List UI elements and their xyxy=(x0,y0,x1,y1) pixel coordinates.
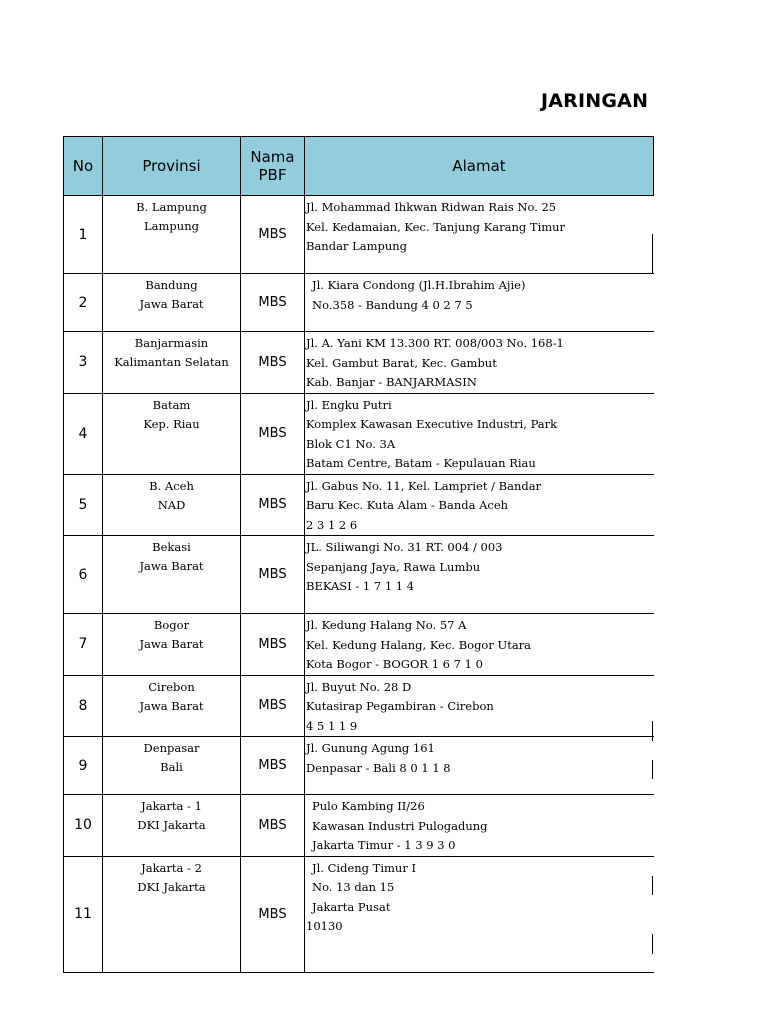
table-row xyxy=(64,274,654,332)
provinsi-cell xyxy=(103,675,241,737)
table-row xyxy=(64,536,654,614)
row-number: 4 xyxy=(64,393,103,474)
city-name: Denpasar xyxy=(143,741,200,755)
page-title: JARINGAN xyxy=(541,90,649,112)
provinsi-cell xyxy=(103,393,241,474)
city-name: Batam xyxy=(152,397,191,412)
nama-pbf-cell: MBS xyxy=(241,393,305,474)
table-row xyxy=(64,795,654,857)
province-name: Lampung xyxy=(144,219,199,233)
alamat-cell xyxy=(305,795,654,857)
province-name: NAD xyxy=(157,497,186,512)
header-alamat: Alamat xyxy=(305,137,654,196)
header-provinsi: Provinsi xyxy=(103,137,241,196)
address-line: Kel. Kedamaian, Kec. Tanjung Karang Timur xyxy=(306,219,566,234)
address-line: Jl. Gunung Agung 161 xyxy=(306,741,435,755)
row-number: 8 xyxy=(64,675,103,737)
province-name: Jawa Barat xyxy=(139,637,204,651)
city-name: B. Lampung xyxy=(136,200,207,214)
address-line: No. 13 dan 15 xyxy=(312,880,395,894)
provinsi-cell xyxy=(103,196,241,274)
table-row xyxy=(64,474,654,536)
address-line: Jl. Gabus No. 11, Kel. Lampriet / Bandar xyxy=(306,478,542,493)
header-nama-pbf-line1: Nama xyxy=(250,148,295,166)
address-line: Komplex Kawasan Executive Industri, Park xyxy=(306,417,558,431)
alamat-cell xyxy=(305,536,654,614)
city-name: B. Aceh xyxy=(149,478,194,493)
city-name: Bekasi xyxy=(152,540,191,554)
nama-pbf-cell: MBS xyxy=(241,474,305,536)
right-border-bottom xyxy=(652,934,653,954)
header-nama-pbf-line2: PBF xyxy=(258,166,287,184)
nama-pbf-cell: MBS xyxy=(241,737,305,795)
row-number: 3 xyxy=(64,332,103,394)
city-name: Jakarta - 2 xyxy=(141,860,202,875)
nama-pbf-cell: MBS xyxy=(241,536,305,614)
nama-pbf-cell: MBS xyxy=(241,332,305,394)
province-name: Kep. Riau xyxy=(143,416,200,431)
address-line: Jl. Cideng Timur I xyxy=(312,860,417,875)
address-line: Sepanjang Jaya, Rawa Lumbu xyxy=(306,559,481,574)
address-line: Jl. Mohammad Ihkwan Ridwan Rais No. 25 xyxy=(306,200,557,214)
address-line: Jl. A. Yani KM 13.300 RT. 008/003 No. 168-1 xyxy=(306,336,564,350)
province-name: Bali xyxy=(160,760,183,774)
provinsi-cell xyxy=(103,332,241,394)
address-line: BEKASI - 1 7 1 1 4 xyxy=(306,579,415,593)
address-line: Jl. Kiara Condong (Jl.H.Ibrahim Ajie) xyxy=(312,278,526,292)
alamat-cell xyxy=(305,332,654,394)
table-row xyxy=(64,332,654,394)
city-name: Bandung xyxy=(145,278,198,292)
provinsi-cell xyxy=(103,856,241,972)
provinsi-cell xyxy=(103,614,241,676)
table-row xyxy=(64,856,654,972)
provinsi-cell xyxy=(103,536,241,614)
alamat-cell xyxy=(305,614,654,676)
province-name: DKI Jakarta xyxy=(137,879,206,894)
address-line: Jakarta Timur - 1 3 9 3 0 xyxy=(312,838,456,852)
table-header-row xyxy=(64,137,654,196)
row-number: 7 xyxy=(64,614,103,676)
address-line: Denpasar - Bali 8 0 1 1 8 xyxy=(306,760,451,775)
address-line: No.358 - Bandung 4 0 2 7 5 xyxy=(312,297,473,312)
city-name: Bogor xyxy=(153,618,190,632)
right-border-low xyxy=(652,876,653,895)
nama-pbf-cell: MBS xyxy=(241,856,305,972)
nama-pbf-cell: MBS xyxy=(241,675,305,737)
alamat-cell xyxy=(305,737,654,795)
provinsi-cell xyxy=(103,795,241,857)
row-number: 11 xyxy=(64,856,103,972)
address-line: JL. Siliwangi No. 31 RT. 004 / 003 xyxy=(306,540,503,554)
network-table xyxy=(63,136,654,973)
alamat-cell xyxy=(305,675,654,737)
address-line: Baru Kec. Kuta Alam - Banda Aceh xyxy=(306,498,509,512)
provinsi-cell xyxy=(103,474,241,536)
address-line: 10130 xyxy=(306,919,343,933)
address-line: 4 5 1 1 9 xyxy=(306,718,358,733)
address-line: Jakarta Pusat xyxy=(312,899,391,914)
province-name: Jawa Barat xyxy=(139,698,204,713)
table-row xyxy=(64,675,654,737)
address-line: Kawasan Industri Pulogadung xyxy=(312,818,488,833)
city-name: Cirebon xyxy=(148,679,195,694)
address-line: Jl. Kedung Halang No. 57 A xyxy=(306,618,467,632)
province-name: Jawa Barat xyxy=(139,559,204,573)
address-line: Kab. Banjar - BANJARMASIN xyxy=(306,375,477,389)
address-line: Bandar Lampung xyxy=(306,239,408,253)
right-border-top xyxy=(652,234,653,273)
address-line: Pulo Kambing II/26 xyxy=(312,799,425,813)
row-number: 2 xyxy=(64,274,103,332)
address-line: Kel. Kedung Halang, Kec. Bogor Utara xyxy=(306,637,532,652)
address-line: 2 3 1 2 6 xyxy=(306,517,358,532)
address-line: Blok C1 No. 3A xyxy=(306,436,396,451)
nama-pbf-cell: MBS xyxy=(241,795,305,857)
alamat-cell xyxy=(305,856,654,972)
province-name: Jawa Barat xyxy=(139,297,204,311)
right-border-mid xyxy=(652,721,653,741)
row-number: 1 xyxy=(64,196,103,274)
address-line: Batam Centre, Batam - Kepulauan Riau xyxy=(306,456,536,470)
row-number: 6 xyxy=(64,536,103,614)
table-row xyxy=(64,393,654,474)
city-name: Jakarta - 1 xyxy=(141,799,202,813)
alamat-cell xyxy=(305,393,654,474)
row-number: 10 xyxy=(64,795,103,857)
row-number: 9 xyxy=(64,737,103,795)
table-row xyxy=(64,737,654,795)
alamat-cell xyxy=(305,474,654,536)
table-row xyxy=(64,614,654,676)
province-name: Kalimantan Selatan xyxy=(114,355,229,369)
provinsi-cell xyxy=(103,737,241,795)
address-line: Kutasirap Pegambiran - Cirebon xyxy=(306,699,494,713)
address-line: Kota Bogor - BOGOR 1 6 7 1 0 xyxy=(306,657,483,671)
address-line: Jl. Buyut No. 28 D xyxy=(306,679,412,694)
header-no: No xyxy=(64,137,103,196)
city-name: Banjarmasin xyxy=(134,336,209,350)
province-name: DKI Jakarta xyxy=(137,818,206,832)
nama-pbf-cell: MBS xyxy=(241,274,305,332)
alamat-cell xyxy=(305,196,654,274)
header-nama-pbf xyxy=(241,137,305,196)
right-border-mid2 xyxy=(652,760,653,779)
nama-pbf-cell: MBS xyxy=(241,196,305,274)
address-line: Kel. Gambut Barat, Kec. Gambut xyxy=(306,355,497,370)
table-row xyxy=(64,196,654,274)
provinsi-cell xyxy=(103,274,241,332)
nama-pbf-cell: MBS xyxy=(241,614,305,676)
alamat-cell xyxy=(305,274,654,332)
row-number: 5 xyxy=(64,474,103,536)
address-line: Jl. Engku Putri xyxy=(306,397,392,412)
